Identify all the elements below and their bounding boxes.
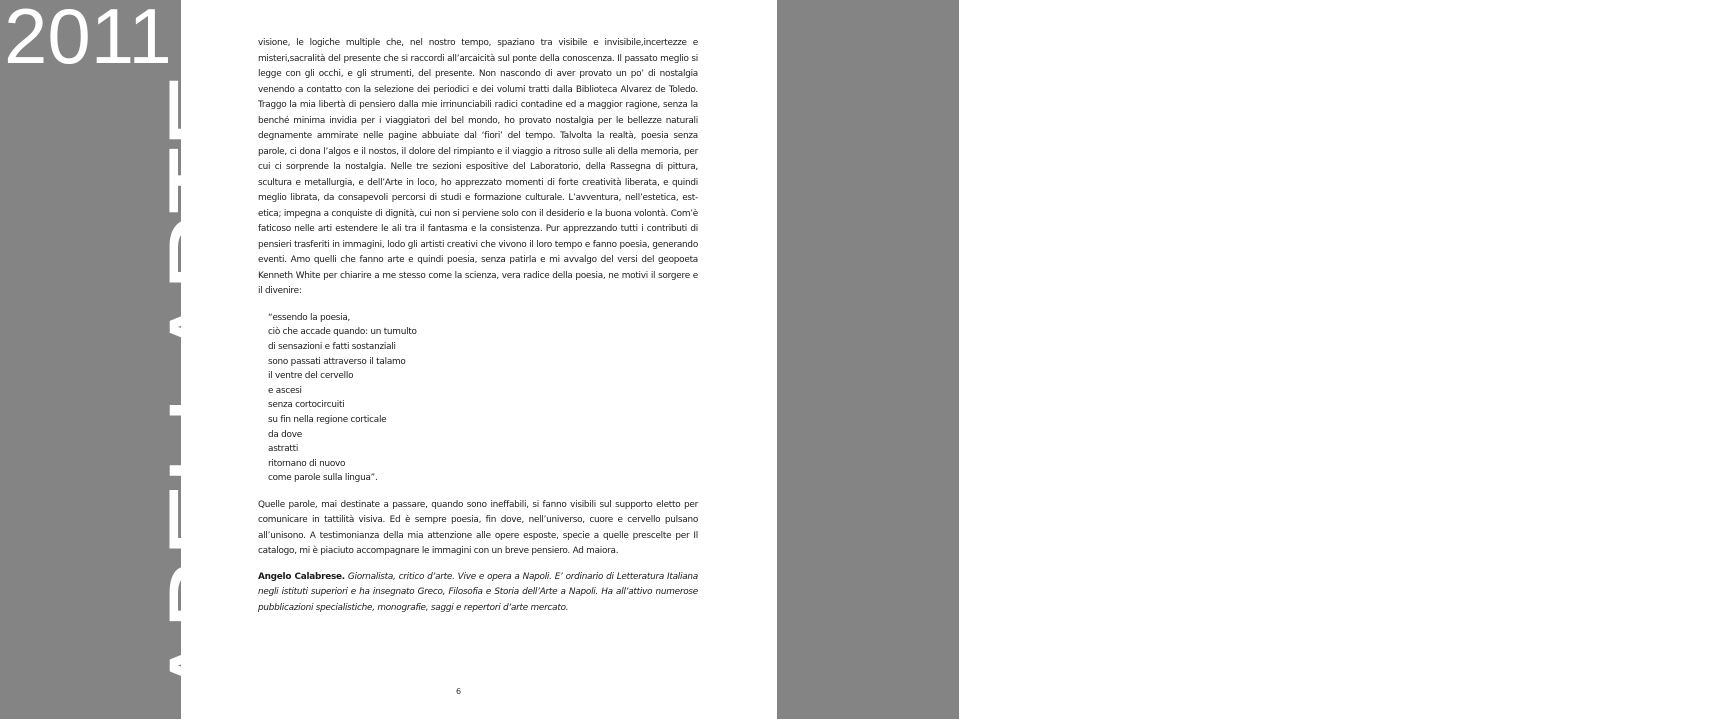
poem-quote xyxy=(268,311,698,486)
poem-line: senza cortocircuiti xyxy=(268,400,345,411)
poem-line: da dove xyxy=(268,429,302,440)
poem-line: di sensazioni e fatti sostanziali xyxy=(268,341,396,352)
poem-line: ritornano di nuovo xyxy=(268,458,346,469)
poem-line: “essendo la poesia, xyxy=(268,312,351,323)
banner-title-left: ABELLARTE xyxy=(146,75,271,703)
poem-line: ciò che accade quando: un tumulto xyxy=(268,327,417,338)
poem-line: e ascesi xyxy=(268,385,302,396)
poem-line: il ventre del cervello xyxy=(268,371,354,382)
author-name: Angelo Calabrese. xyxy=(258,571,345,582)
page-number: 6 xyxy=(456,687,462,696)
banner-year-left: 2011 xyxy=(4,0,172,80)
right-side-banner xyxy=(777,0,1730,723)
author-bio: Giornalista, critico d’arte. Vive e opera a Napoli. E’ ordinario di Letteratura Italiana negli istituti superiori e ha insegnato Greco, Filosofia e Storia dell’Arte a Napoli. Ha all’attivo numerose pubblicazioni specialistiche, monografie, saggi e repertori d’arte mercato. xyxy=(258,571,698,613)
left-side-banner xyxy=(0,0,271,719)
article-paragraph-1: visione, le logiche multiple che, nel nostro tempo, spaziano tra visibile e invisibile,incertezze e misteri,sacralità del presente che si raccordi all’arcaicità sul ponte della conoscenza. Il passato meglio si legge con gli occhi, e gli strumenti, del presente. Non nascondo di aver provato un po’ di nostalgia venendo a contatto con la selezione dei periodici e dei volumi tratti dalla Biblioteca Alvarez de Toledo. Traggo la mia libertà di pensiero dalla mie irrinunciabili radici contadine ed a maggior ragione, senza la benché minima invidia per i viaggiatori del bel mondo, ho provato nostalgia per le bellezze naturali degnamente ammirate nelle pagine abbuiate dal ‘fiori’ del tempo. Talvolta la realtà, poesia senza parole, ci dona l’algos e il nostos, il dolore del rimpianto e il viaggio a ritroso sulle ali della memoria, per cui ci sorprende la nostalgia. Nelle tre sezioni espositive del Laboratorio, della Rassegna di pittura, scultura e metallurgia, e dell’Arte in loco, ho apprezzato momenti di forte creatività liberata, e quindi meglio librata, da consapevoli percorsi di studi e formazione culturale. L’avventura, nell’estetica, est-etica; impegna a conquiste di dignità, cui non si perviene solo con il desiderio e la buona volontà. Com’è faticoso nelle arti estendere le ali tra il fantasma e la consistenza. Pur apprezzando tutti i contributi di pensieri trasferiti in immagini, lodo gli artisti creativi che vivono il loro tempo e fanno poesia, generando eventi. Amo quelli che fanno arte e quindi poesia, senza patirla e mi avvalgo del versi del geopoeta Kenneth White per chiarire a me stesso come la scienza, vera radice della poesia, ne motivi il sorgere e il divenire: xyxy=(258,38,698,297)
article-paragraph-2: Quelle parole, mai destinate a passare, quando sono ineffabili, si fanno visibili sul supporto eletto per comunicare in tattilità visiva. Ed è sempre poesia, fin dove, nell’universo, cuore e cervello pulsano all’unisono. A testimonianza della mia attenzione alle opere esposte, specie a quelle prescelte per Il catalogo, mi è piaciuto accompagnare le immagini con un breve pensiero. Ad maiora. xyxy=(258,499,698,557)
poem-line: come parole sulla lingua”. xyxy=(268,473,378,484)
banner-year-right: 2011 xyxy=(1562,635,1730,723)
author-credit xyxy=(258,570,698,617)
poem-line: astratti xyxy=(268,444,299,455)
poem-line: su fin nella regione corticale xyxy=(268,414,387,425)
article-body xyxy=(258,36,698,617)
poem-line: sono passati attraverso il talamo xyxy=(268,356,406,367)
banner-title-right: ABELLARTE xyxy=(1452,4,1577,632)
